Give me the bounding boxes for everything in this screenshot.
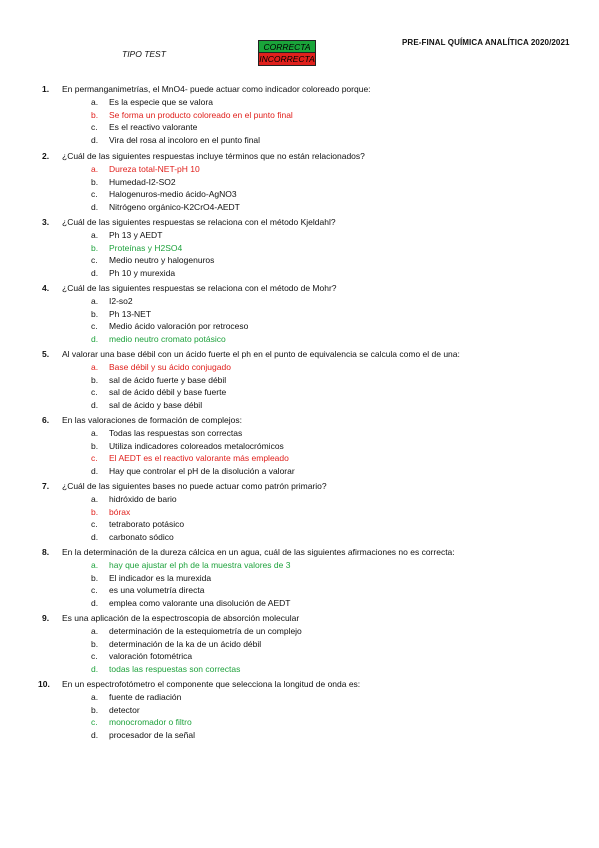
option-text: detector [109,704,140,715]
answer-option [0,427,599,440]
option-text: I2-so2 [109,296,133,306]
question-7 [0,480,599,543]
option-letter: d. [91,663,99,674]
question-text: En las valoraciones de formación de complejos: [62,415,243,425]
question-number: 3. [42,217,50,227]
answer-option [0,597,599,610]
answer-option [0,572,599,585]
answer-option [0,320,599,333]
answer-option [0,625,599,638]
question-text: ¿Cuál de las siguientes respuestas se relaciona con el método Kjeldahl? [62,217,336,227]
question-3 [0,216,599,279]
option-text: Medio ácido valoración por retroceso [109,321,249,331]
question-stem [0,546,599,559]
option-text: Hay que controlar el pH de la disolución a valorar [109,465,295,476]
answer-option [0,229,599,242]
option-letter: b. [91,308,99,319]
option-text: Dureza total-NET-pH 10 [109,164,200,174]
question-text: ¿Cuál de las siguientes bases no puede actuar como patrón primario? [62,481,327,491]
option-letter: a. [91,692,99,702]
legend-incorrect: INCORRECTA [259,54,315,64]
option-letter: a. [91,560,99,570]
option-letter: a. [91,494,99,504]
question-text: ¿Cuál de las siguientes respuestas incluye términos que no están relacionados? [62,151,365,161]
option-letter: a. [91,164,99,174]
question-number: 10. [38,679,50,689]
question-stem [0,414,599,427]
answer-option [0,361,599,374]
answer-option [0,559,599,572]
answer-option [0,716,599,729]
answer-option [0,729,599,742]
option-letter: c. [91,255,98,265]
answer-option [0,374,599,387]
option-text: sal de ácido débil y base fuerte [109,387,227,397]
option-text: Ph 13-NET [109,308,152,319]
question-number: 8. [42,547,50,557]
option-text: Base débil y su ácido conjugado [109,362,231,372]
option-text: medio neutro cromato potásico [109,333,226,344]
question-10 [0,678,599,741]
answer-option [0,650,599,663]
option-text: bórax [109,506,131,517]
option-text: Medio neutro y halogenuros [109,255,215,265]
option-letter: b. [91,374,99,385]
question-6 [0,414,599,477]
option-text: El AEDT es el reactivo valorante más empleado [109,453,289,463]
option-text: valoración fotométrica [109,651,193,661]
question-text: Al valorar una base débil con un ácido fuerte el ph en el punto de equivalencia se calcula como el de una: [62,349,460,359]
question-stem [0,216,599,229]
answer-option [0,506,599,519]
option-letter: c. [91,717,98,727]
question-1 [0,83,599,146]
option-text: todas las respuestas son correctas [109,663,241,674]
option-text: Es el reactivo valorante [109,122,198,132]
option-text: determinación de la estequiometría de un complejo [109,626,302,636]
answer-option [0,452,599,465]
question-list [0,83,599,744]
option-letter: b. [91,638,99,649]
answer-option [0,440,599,453]
answer-option [0,333,599,346]
question-text: ¿Cuál de las siguientes respuestas se relaciona con el método de Mohr? [62,283,337,293]
answer-option [0,201,599,214]
question-number: 6. [42,415,50,425]
option-letter: c. [91,321,98,331]
option-text: procesador de la señal [109,729,196,740]
question-stem [0,150,599,163]
question-2 [0,150,599,213]
option-text: Ph 13 y AEDT [109,230,163,240]
option-letter: b. [91,440,99,451]
option-letter: a. [91,296,99,306]
option-text: es una volumetría directa [109,585,205,595]
option-letter: d. [91,729,99,740]
question-text: Es una aplicación de la espectroscopia de absorción molecular [62,613,300,623]
question-text: En permanganimetrías, el MnO4- puede actuar como indicador coloreado porque: [62,84,371,94]
option-letter: d. [91,597,99,608]
option-letter: a. [91,230,99,240]
answer-option [0,109,599,122]
option-text: Se forma un producto coloreado en el punto final [109,109,293,120]
option-letter: b. [91,704,99,715]
option-letter: b. [91,176,99,187]
question-stem [0,83,599,96]
legend-correct: CORRECTA [258,40,316,53]
option-text: Humedad-I2-SO2 [109,176,176,187]
answer-option [0,531,599,544]
option-text: Vira del rosa al incoloro en el punto final [109,134,261,145]
option-letter: d. [91,333,99,344]
option-letter: c. [91,122,98,132]
answer-option [0,704,599,717]
answer-option [0,163,599,176]
option-letter: d. [91,399,99,410]
question-number: 2. [42,151,50,161]
answer-option [0,493,599,506]
question-8 [0,546,599,609]
option-text: emplea como valorante una disolución de AEDT [109,597,291,608]
option-text: sal de ácido y base débil [109,399,203,410]
answer-option [0,96,599,109]
option-letter: d. [91,465,99,476]
question-number: 9. [42,613,50,623]
answer-option [0,465,599,478]
answer-option [0,188,599,201]
answer-option [0,242,599,255]
answer-option [0,386,599,399]
answer-option [0,308,599,321]
answer-option [0,663,599,676]
option-letter: d. [91,531,99,542]
option-text: monocromador o filtro [109,717,192,727]
question-4 [0,282,599,345]
question-stem [0,480,599,493]
option-letter: c. [91,585,98,595]
option-letter: b. [91,506,99,517]
answer-option [0,267,599,280]
question-stem [0,282,599,295]
option-letter: c. [91,387,98,397]
option-letter: c. [91,189,98,199]
option-text: sal de ácido fuerte y base débil [109,374,227,385]
option-letter: a. [91,97,99,107]
option-letter: c. [91,651,98,661]
option-letter: a. [91,362,99,372]
answer-option [0,254,599,267]
answer-option [0,295,599,308]
question-number: 4. [42,283,50,293]
option-letter: c. [91,453,98,463]
question-stem [0,678,599,691]
answer-option [0,518,599,531]
option-text: Proteínas y H2SO4 [109,242,183,253]
question-text: En un espectrofotómetro el componente que selecciona la longitud de onda es: [62,679,361,689]
option-text: El indicador es la murexida [109,572,212,583]
option-letter: a. [91,428,99,438]
option-letter: d. [91,134,99,145]
question-number: 1. [42,84,50,94]
question-number: 5. [42,349,50,359]
option-letter: d. [91,267,99,278]
option-letter: a. [91,626,99,636]
answer-option [0,638,599,651]
question-stem [0,612,599,625]
question-stem [0,348,599,361]
option-letter: b. [91,242,99,253]
option-text: Ph 10 y murexida [109,267,176,278]
option-letter: b. [91,572,99,583]
answer-option [0,399,599,412]
option-text: carbonato sódico [109,531,174,542]
option-text: Halogenuros-medio ácido-AgNO3 [109,189,237,199]
option-text: Utiliza indicadores coloreados metalocrómicos [109,440,284,451]
answer-option [0,691,599,704]
option-text: Es la especie que se valora [109,97,213,107]
option-text: tetraborato potásico [109,519,185,529]
option-letter: b. [91,109,99,120]
question-text: En la determinación de la dureza cálcica en un agua, cuál de las siguientes afirmaciones no es correcta: [62,547,455,557]
test-type-label: TIPO TEST [122,49,166,59]
question-number: 7. [42,481,50,491]
answer-option [0,134,599,147]
document-title: PRE-FINAL QUÍMICA ANALÍTICA 2020/2021 [402,38,570,47]
option-text: hay que ajustar el ph de la muestra valores de 3 [109,560,291,570]
answer-option [0,176,599,189]
option-letter: c. [91,519,98,529]
question-5 [0,348,599,411]
option-text: hidróxido de bario [109,494,177,504]
answer-option [0,121,599,134]
option-text: fuente de radiación [109,692,182,702]
option-text: Todas las respuestas son correctas [109,428,243,438]
option-text: Nitrógeno orgánico-K2CrO4-AEDT [109,201,240,212]
question-9 [0,612,599,675]
option-letter: d. [91,201,99,212]
option-text: determinación de la ka de un ácido débil [109,638,262,649]
answer-option [0,584,599,597]
answer-legend [258,40,316,66]
